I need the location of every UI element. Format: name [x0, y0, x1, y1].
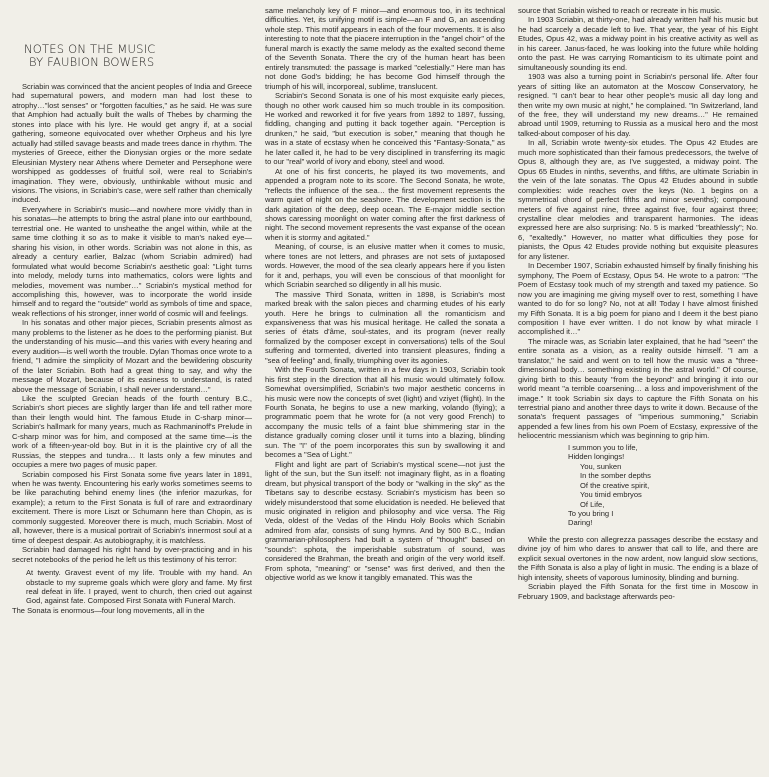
byline: BY FAUBION BOWERS: [29, 55, 155, 69]
poem-excerpt: [518, 443, 758, 528]
paragraph: With the Fourth Sonata, written in a few days in 1903, Scriabin took his first step in the direction that all his music would ultimately follow. Somewhat oversimplified, Scriabin's two major aesthetic concerns in his music were now the concepts of svet (light) and vziyet (flight). In the Fourth Sonata, he begins to use a new marking, volando (flying); a programmatic poem that he wrote for (a not very good French) to accompany the music tells of a faint blue shimmering star in the distance gradually coming closer until it turns into a blazing, blinding sun. The "I" of the poem incorporates this sun by swallowing it and becomes a "Sea of Light.": [265, 365, 505, 460]
paragraph: While the presto con allegrezza passages describe the ecstasy and divine joy of him who dares to answer that call to life, and there are explicit sexual overtones in the now ardent, now languid slow sections, the Fifth Sonata is also a play of light in music. The ending is a blaze of high intensity, sheets of vaporous luminosity, blinding and burning.: [518, 534, 758, 582]
poem-line: You, sunken: [580, 461, 622, 471]
poem-line: Daring!: [568, 518, 593, 528]
text-column-2: [265, 6, 505, 777]
paragraph: At one of his first concerts, he played its two movements, and appended a program note to its score. The Second Sonata, he wrote, "reflects the influence of the sea… the first movement represents the warm quiet of night on the seashore. The development section is the dark agitation of the deep, deep ocean. The E-major middle section shows caressing moonlight on water coming after the first darkness of night. The second movement represents the vast expanse of the ocean when it is stormy and agitated.": [265, 166, 505, 242]
title-line: NOTES ON THE MUSIC: [24, 42, 156, 56]
poem-line: Of the creative spirit,: [580, 480, 650, 490]
paragraph: Scriabin was convinced that the ancient peoples of India and Greece had supernatural powers, and modern man had lost these to atrophy…"lost senses" or "forgotten faculties," as he said. He was sure that Amphion had actually built the walls of Thebes by charming the stones into place with his lyre. He would get angry if, at a social gathering, someone equivocated over whether Orpheus and his lyre actually had stilled savage beasts and made trees dance in rhythm. The mysteries of Greece, either the Dionysian orgies or the more sedate Eleusinian Mystery near Athens where Demeter and Persephone were worshipped as goddesses of fruitful soil, were real to Scriabin's imagination. They were, obviously, unthinkable without music and visions. The visions, in Scriabin's case, were self rather than chemically induced.: [12, 82, 252, 205]
paragraph: Everywhere in Scriabin's music—and nowhere more vividly than in his sonatas—he attempts to bring the astral plane into our earthbound, terrestrial one. He wanted to unsheathe the angel within, while at the same time clothing it so as to make it visible to man's naked eye—sharing his vision, in other words. Scriabin was not alone in this, as already a century earlier, Balzac (whom Scriabin admired) had formulated what would become Scriabin's aesthetic goal: "Light turns into melody, melody turns into mathematics, colors were lights and melodies, movement was number…" Scriabin's mystical method for accomplishing this, however, was to incorporate the world inside himself and to regard the "outside" world as symbols of time and space, weak reflections of his stronger, inner world of cosmic will and feelings.: [12, 204, 252, 318]
paragraph: The massive Third Sonata, written in 1898, is Scriabin's most marked break with the salon pieces and charming etudes of his early youth. Here he brings to culmination all the romanticism and expansiveness that was his musical heritage. He called the sonata a series of états d'âme, soul-states, and its program (never really formalized by the composer except in conversations) tells of the Soul suffering and tormented, diverted into transient pleasures, finding a "sea of feeling" and, finally, triumphing over its agonies.: [265, 289, 505, 365]
paragraph: same melancholy key of F minor—and enormous too, in its technical difficulties. Yet, its unifying motif is simple—an F and G, an ascending whole step. This motif appears in each of the four movements. It is also interesting to note that the piacere interruption in the "angel choir" of the funeral march is exactly the same melody as the exalted second theme of the Seventh Sonata. There the cry of the human heart has been entirely transmuted: the passage is marked "celestially." Here man has not done God's bidding; he has become God himself through the triumph of his will, incorporeal, sublime, translucent.: [265, 6, 505, 91]
paragraph: 1903 was also a turning point in Scriabin's personal life. After four years of sitting like an automaton at the Moscow Conservatory, he resigned. "I can't bear to hear other people's music all day long and then write my own music at night," he complained. "In Switzerland, land of the free, they will understand my new dreams…" He remained abroad until 1909, returning to Russia as a musical hero and the most talked-about composer of his day.: [518, 72, 758, 138]
paragraph: The miracle was, as Scriabin later explained, that he had "seen" the entire sonata as a vision, as a reality outside himself. "I am a translator," he said and went on to tell how the music was a "three-dimensional body… something existing in the astral world." Of course, giving birth to this beauty "from the beyond" and bringing it into our world meant "a terrible coarsening… a loss and impoverishment of the image." It took Scriabin six days to capture the Fifth Sonata on his terrestrial piano and another three days to write it down. Because of the sonata's frequent passages of "imperious summoning," Scriabin appended a few lines from his own Poem of Ecstasy, expressive of the heliocentric messianism which was beginning to grip him.: [518, 336, 758, 441]
text-column-1: [12, 6, 252, 777]
paragraph: source that Scriabin wished to reach or recreate in his music.: [518, 6, 722, 15]
paragraph: In his sonatas and other major pieces, Scriabin presents almost as many problems to the listener as he does to the performing pianist. But the understanding of his music—and this varies with every hearing and every audition—is well worth the trouble. Dylan Thomas once wrote to a friend, "I admire the simplicity of Mozart and the bewildering obscurity of the later Scriabin. Both had a great thing to say, and why the message of Mozart, because of its easiness to understand, is rated above the message of Scriabin, I shall never understand…": [12, 318, 252, 394]
paragraph: In 1903 Scriabin, at thirty-one, had already written half his music but he had scarcely a decade left to live. That year, the year of his Eight Etudes, Opus 42, was a midway point in his creative activity as well as in his career. Janus-faced, he was looking into the future while holding onto the past. He was carrying Romanticism to its ultimate point and simultaneously sounding its end.: [518, 15, 758, 72]
paragraph: Scriabin composed his First Sonata some five years later in 1891, when he was twenty. Encountering his early works sometimes seems to be like parachuting behind enemy lines (the inferior mazurkas, for example); a return to the First Sonata is full of rare and extraordinary excitement. There is more Liszt or Schumann here than Chopin, as is commonly suggested. Moreover there is much, much Scriabin. Most of all, however, there is a musical portrait of Scriabin's innermost soul at a time of deepest despair. As autobiography, it is matchless.: [12, 469, 252, 545]
poem-line: In the somber depths: [580, 471, 651, 481]
paragraph: Like the sculpted Grecian heads of the fourth century B.C., Scriabin's short pieces are slightly larger than life and tell rather more than their length would hint. The famous Etude in C-sharp minor—Scriabin's hallmark for many years, much as Rachmaninoff's Prelude in C-sharp minor was for him, and composed at the same time—is the work of a fifteen-year-old boy. But in it is the plaintive cry of all the Russias, the steppes and tundra… It lasts only a few minutes and occupies a mere two pages of music paper.: [12, 393, 252, 470]
text-column-3: [518, 6, 758, 777]
paragraph: Scriabin had damaged his right hand by over-practicing and in his secret notebooks of the period he left us this testimony of his terror:: [12, 545, 252, 564]
poem-line: Of Life,: [580, 499, 605, 509]
article-title: [24, 43, 252, 69]
paragraph: In all, Scriabin wrote twenty-six etudes. The Opus 42 Etudes are much more sophisticated than their famous predecessors, the twelve of Opus 8, although they are, as I've suggested, a midway point. The Opus 65 Etudes in ninths, sevenths, and fifths, are ultimate Scriabin in the vein of the late sonatas. The Opus 42 Etudes abound in subtle complexities: wide reaches over the keys (No. 1 begins on a symmetrical chord of perfect fifths and minor sevenths); compound meters of five against nine, three against five, four against three; crystalline clear melodies and transparent harmonies. The ideas expressed here are also surprising: No. 5 is marked "breathlessly"; No. 6, "exaltedly." However, no matter what difficulties they pose for pianists, the Opus 42 Etudes provide nothing but exquisite pleasures for any listener.: [518, 138, 758, 261]
paragraph: Meaning, of course, is an elusive matter when it comes to music, where tones are not letters, and phrases are not sets of juxtaposed words. However, the mood of the sea clearly appears here if you listen for it and, perhaps, you will even be conscious of that moonlight for which Scriabin searched so diligently in all his music.: [265, 242, 505, 290]
poem-line: I summon you to life,: [568, 442, 638, 452]
poem-line: Hidden longings!: [568, 452, 625, 462]
poem-line: You timid embryos: [580, 490, 642, 500]
paragraph: The Sonata is enormous—four long movements, all in the: [12, 605, 205, 615]
paragraph: In December 1907, Scriabin exhausted himself by finally finishing his symphony, The Poem of Ecstasy, Opus 54. He wrote to a patron: "The Poem of Ecstasy took much of my strength and taxed my patience. So now you are imagining me giving myself over to rest, something I have wanted to do for so long? No, not at all! Today I have almost finished my Fifth Sonata. It is a big poem for piano and I deem it the best piano composition I have ever written. I do not know by what miracle I accomplished it…": [518, 261, 758, 337]
paragraph: Flight and light are part of Scriabin's mystical scene—not just the light of the sun, but the Sun itself: not imaginary flight, as in a floating dream, but physical transport of the body or "walking in the sky" as the Tibetans say to describe ecstasy. Scriabin's mysticism has been so widely misunderstood that some elucidation is needed. He believed that music originated in religion and philosophy and vice versa. The Rig Veda, oldest of the Vedas of the Hindu Holy Books which Scriabin admired from afar, consists of sung hymns. And by 500 B.C., Indian grammarian-philosophers had built a system of "thought" based on "sounds": sphota, the imperishable substratum of sound, was considered the Brahman, the breath and origin of the very world itself. From sphota, "meaning" or "sense" was first derived, and then the objective world as we know it tangibly emanated. This was the: [265, 459, 505, 583]
notebook-quote: At twenty. Gravest event of my life. Trouble with my hand. An obstacle to my supreme goals which were glory and fame. My first real defeat in life. I prayed, went to church, then cried out against God, against fate. Composed First Sonata with Funeral March.: [26, 568, 252, 606]
paragraph: Scriabin played the Fifth Sonata for the first time in Moscow in February 1909, and backstage afterwards peo-: [518, 582, 758, 601]
poem-line: To you bring I: [568, 509, 614, 519]
paragraph: Scriabin's Second Sonata is one of his most exquisite early pieces, though no other work caused him so much trouble in its composition. He worked and reworked it for five years from 1892 to 1897, fussing, fiddling, changing and putting it back together again. "Perception is drunken," he said, "but execution is sober," meaning that though he was in a state of ecstasy when he conceived this "Fantasy-Sonata," as he later called it, he had to be very disciplined in transferring its magic to our "real" world of ivory and ebony, steel and wood.: [265, 91, 505, 167]
